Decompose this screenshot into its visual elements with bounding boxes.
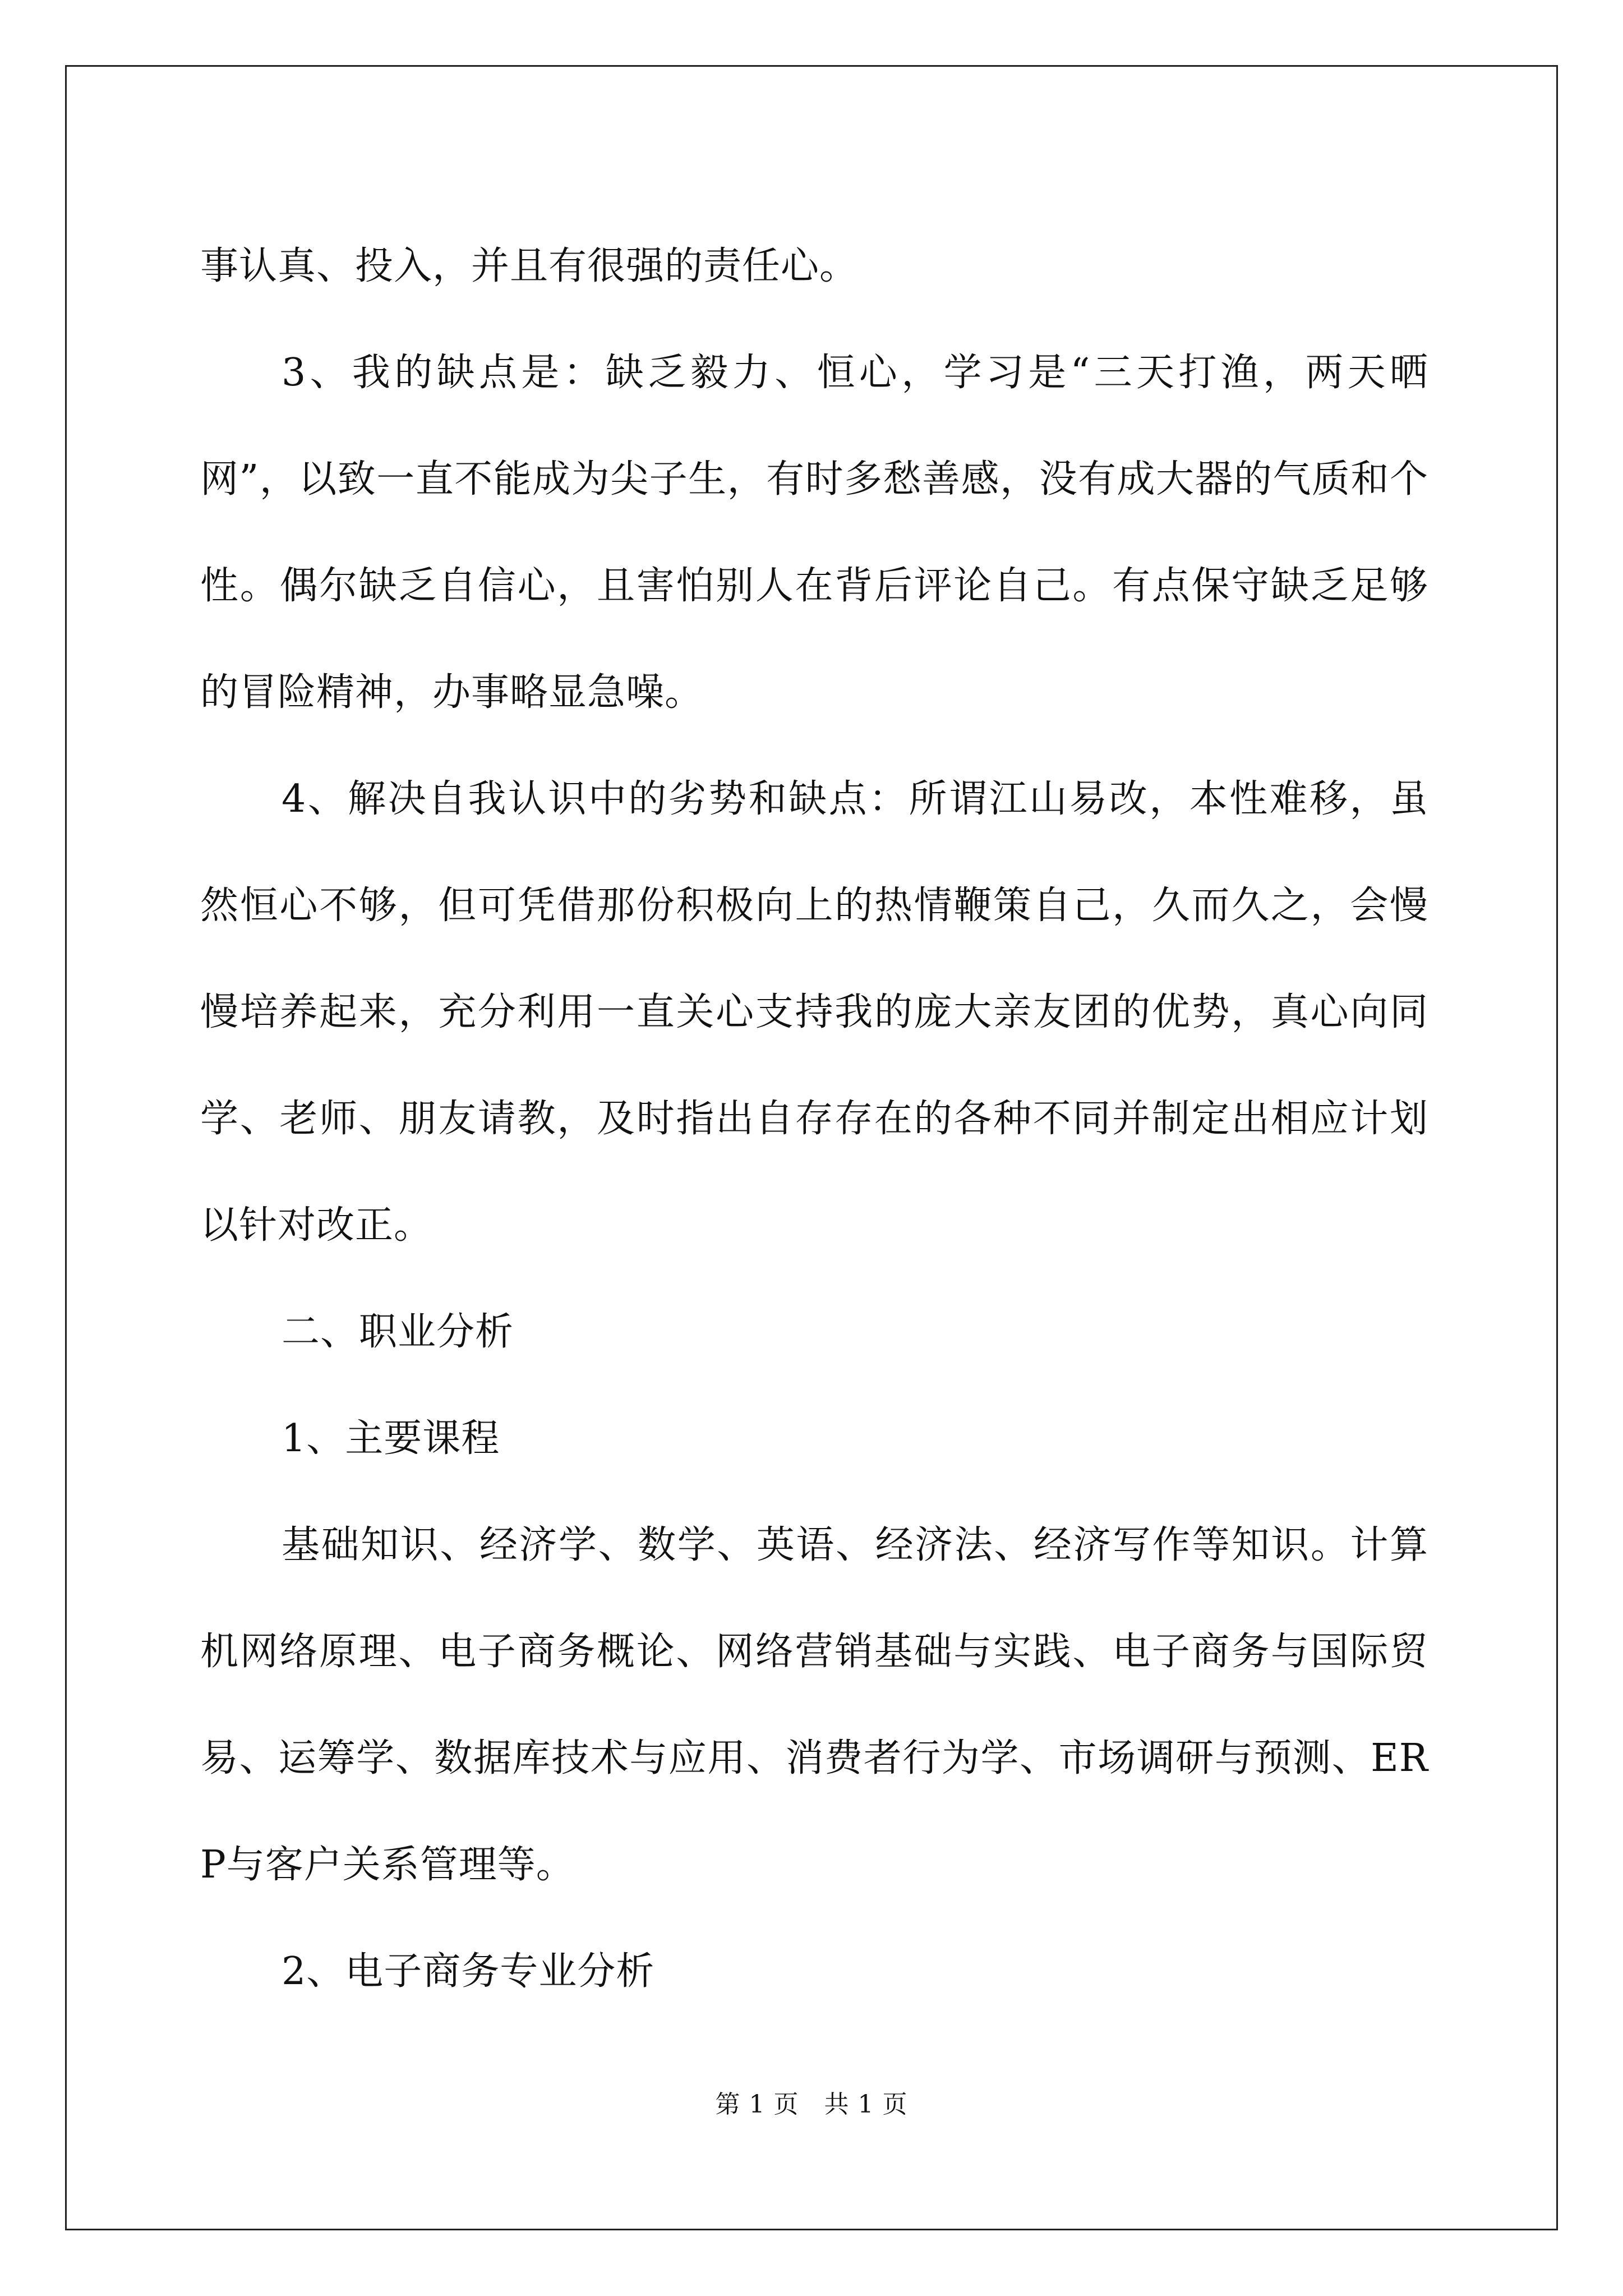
page-number-footer: 第 1 页 共 1 页 (715, 2090, 908, 2119)
subheading-main-courses: 1、主要课程 (282, 1416, 500, 1461)
paragraph-course-list: 基础知识、经济学、数学、英语、经济法、经济写作等知识。计算机网络原理、电子商务概论、网络营销基础与实践、电子商务与国际贸易、运筹学、数据库技术与应用、消费者行为学、市场调研与预测、ERP与客户关系管理等。 (200, 1523, 1428, 1887)
paragraph-continuation: 事认真、投入，并且有很强的责任心。 (200, 244, 859, 288)
paragraph-solutions: 4、解决自我认识中的劣势和缺点：所谓江山易改，本性难移，虽然恒心不够，但可凭借那份积极向上的热情鞭策自己，久而久之，会慢慢培养起来，充分利用一直关心支持我的庞大亲友团的优势，真心向同学、老师、朋友请教，及时指出自存存在的各种不同并制定出相应计划以针对改正。 (200, 777, 1428, 1248)
section-heading-career-analysis: 二、职业分析 (282, 1310, 514, 1354)
document-body (200, 213, 1428, 2025)
paragraph-weaknesses: 3、我的缺点是：缺乏毅力、恒心，学习是“三天打渔，两天晒网”，以致一直不能成为尖子生，有时多愁善感，没有成大器的气质和个性。偶尔缺乏自信心，且害怕别人在背后评论自己。有点保守缺乏足够的冒险精神，办事略显急噪。 (200, 351, 1428, 715)
subheading-ecommerce-analysis: 2、电子商务专业分析 (282, 1949, 655, 1994)
